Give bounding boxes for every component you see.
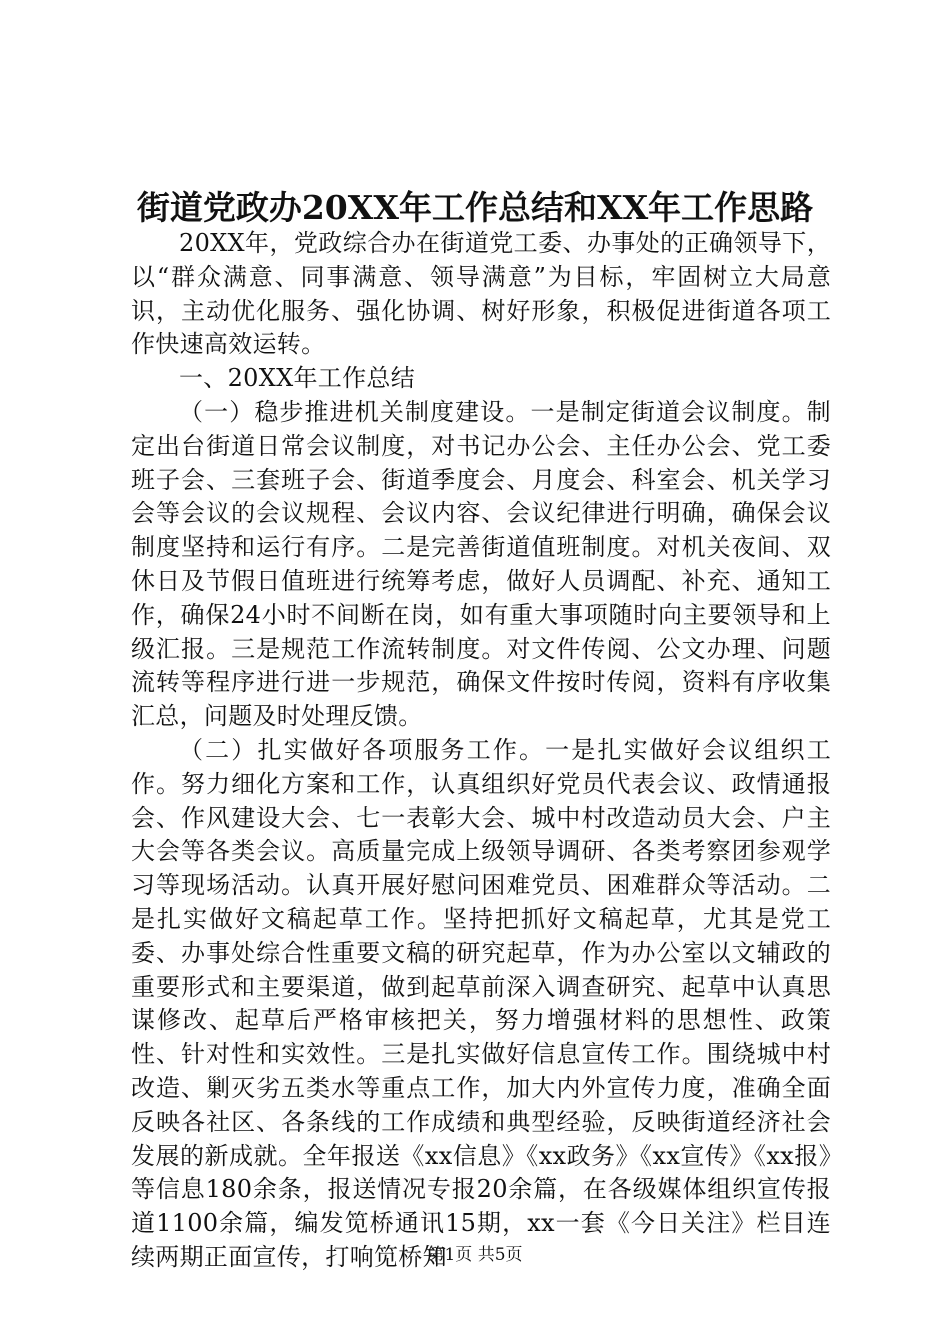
intro-paragraph: 20XX年，党政综合办在街道党工委、办事处的正确领导下，以“群众满意、同事满意、领导满意”为目标，牢固树立大局意识，主动优化服务、强化协调、树好形象，积极促进街道各项工作快速高效运转。 <box>131 229 831 359</box>
section-heading: 一、20XX年工作总结 <box>179 364 416 393</box>
document-body <box>131 227 831 1275</box>
subsection-paragraph-1: （一）稳步推进机关制度建设。一是制定街道会议制度。制定出台街道日常会议制度，对书记办公会、主任办公会、党工委班子会、三套班子会、街道季度会、月度会、科室会、机关学习会等会议的会议规程、会议内容、会议纪律进行明确，确保会议制度坚持和运行有序。二是完善街道值班制度。对机关夜间、双休日及节假日值班进行统筹考虑，做好人员调配、补充、通知工作，确保24小时不间断在岗，如有重大事项随时向主要领导和上级汇报。三是规范工作流转制度。对文件传阅、公文办理、问题流转等程序进行进一步规范，确保文件按时传阅，资料有序收集汇总，问题及时处理反馈。 <box>131 397 831 731</box>
page-footer: 第1页 共5页 <box>427 1245 523 1265</box>
document-title: 街道党政办20XX年工作总结和XX年工作思路 <box>136 188 814 227</box>
subsection-paragraph-2: （二）扎实做好各项服务工作。一是扎实做好会议组织工作。努力细化方案和工作，认真组织好党员代表会议、政情通报会、作风建设大会、七一表彰大会、城中村改造动员大会、户主大会等各类会议。高质量完成上级领导调研、各类考察团参观学习等现场活动。认真开展好慰问困难党员、困难群众等活动。二是扎实做好文稿起草工作。坚持把抓好文稿起草，尤其是党工委、办事处综合性重要文稿的研究起草，作为办公室以文辅政的重要形式和主要渠道，做到起草前深入调查研究、起草中认真思谋修改、起草后严格审核把关，努力增强材料的思想性、政策性、针对性和实效性。三是扎实做好信息宣传工作。围绕城中村改造、剿灭劣五类水等重点工作，加大内外宣传力度，准确全面反映各社区、各条线的工作成绩和典型经验，反映街道经济社会发展的新成就。全年报送《xx信息》《xx政务》《xx宣传》《xx报》等信息180余条，报送情况专报20余篇，在各级媒体组织宣传报道1100余篇，编发笕桥通讯15期，xx一套《今日关注》栏目连续两期正面宣传，打响笕桥知 <box>131 735 831 1271</box>
